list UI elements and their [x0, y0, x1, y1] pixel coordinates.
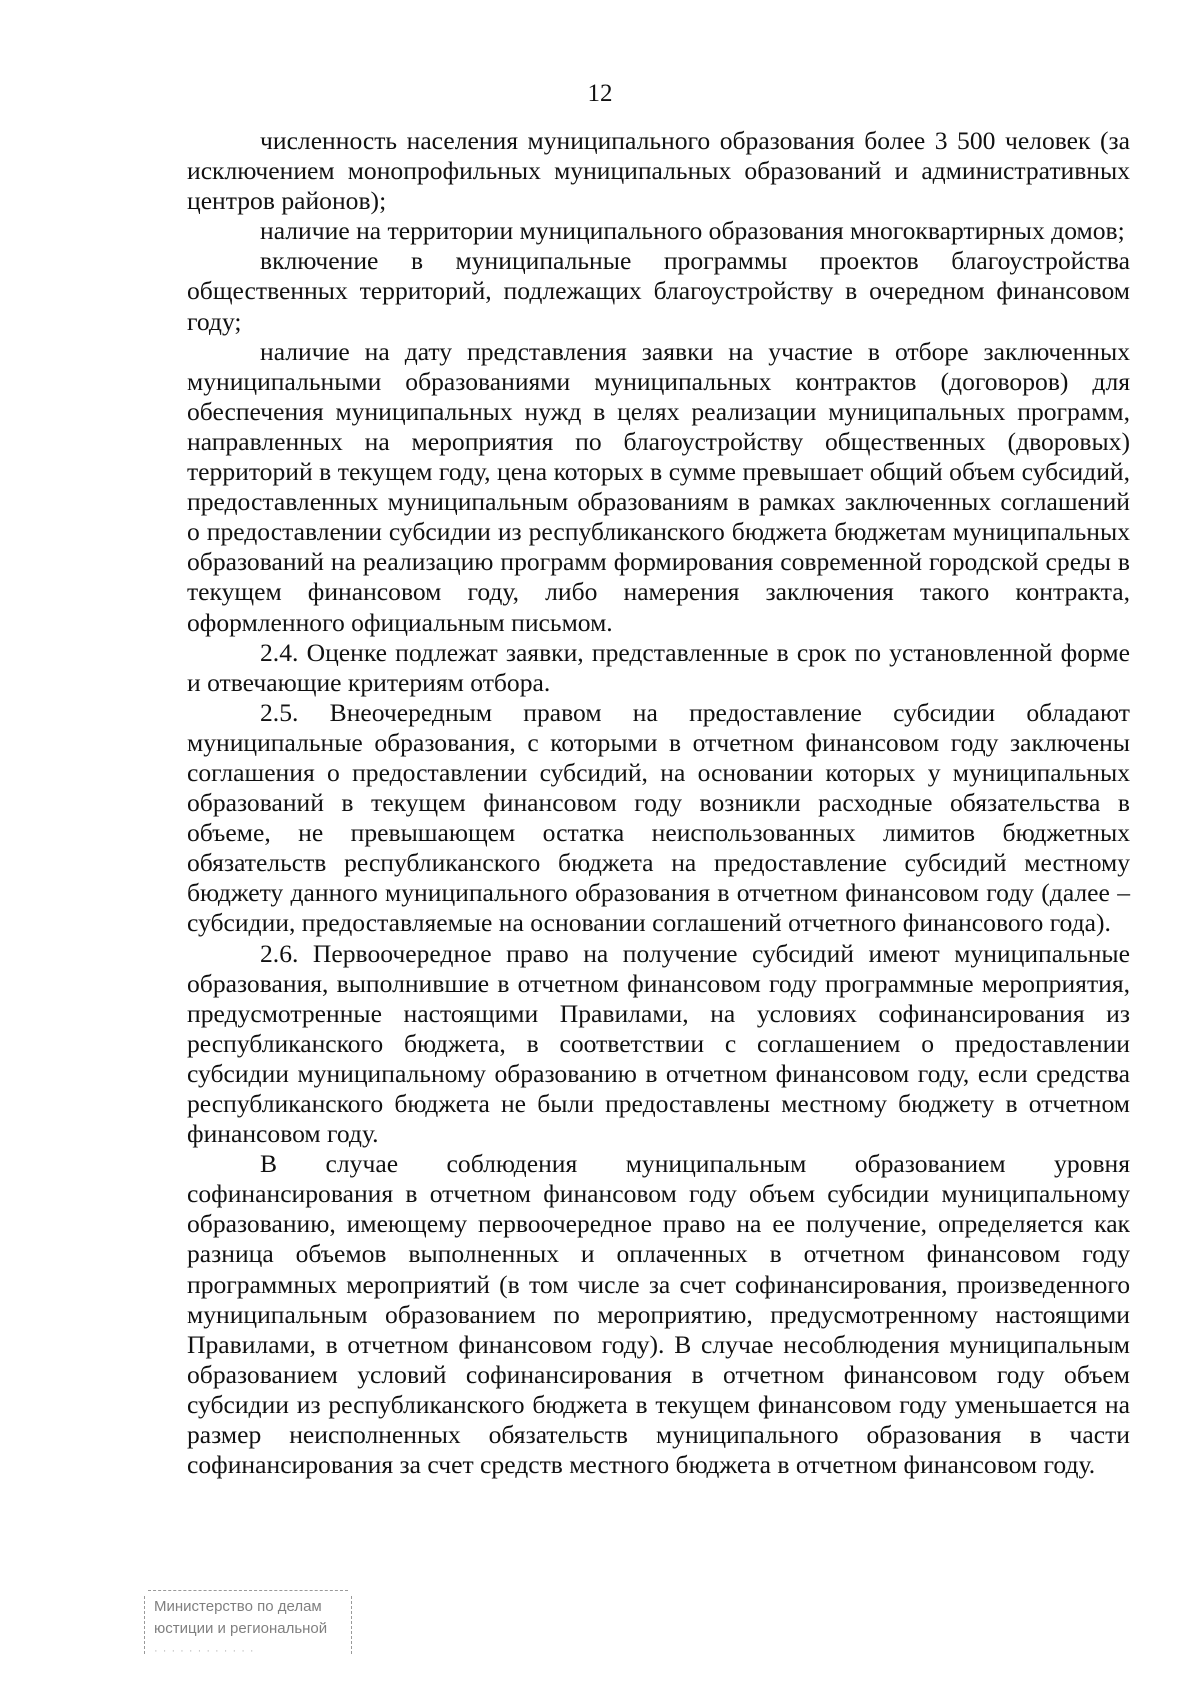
stamp-border-left	[144, 1596, 145, 1654]
stamp-line-1: Министерство по делам	[154, 1598, 322, 1615]
stamp-border-right	[351, 1596, 352, 1654]
page-number: 12	[587, 80, 613, 107]
paragraph-criterion-contracts: наличие на дату представления заявки на участие в отборе заключенных муниципальными образованиями муниципальных контрактов (договоров) для обеспечения муниципальных нужд в целях реализации муниципальных программ, направленных на мероприятия по благоустройству общественных (дворовых) территорий в текущем году, цена которых в сумме превышает общий объем субсидий, предоставленных муниципальным образованиям в рамках заключенных соглашений о предоставлении субсидии из республиканского бюджета бюджетам муниципальных образований на реализацию программ формирования современной городской среды в текущем финансовом году, либо намерения заключения такого контракта, оформленного официальным письмом.	[187, 336, 1130, 637]
paragraph-clause-2-5: 2.5. Внеочередным правом на предоставление субсидии обладают муниципальные образования, с которыми в отчетном финансовом году заключены соглашения о предоставлении субсидий, на основании которых у муниципальных образований в текущем финансовом году возникли расходные обязательства в объеме, не превышающем остатка неиспользованных лимитов бюджетных обязательств республиканского бюджета на предоставление субсидий местному бюджету данного муниципального образования в отчетном финансовом году (далее – субсидии, предоставляемые на основании соглашений отчетного финансового года).	[187, 697, 1130, 938]
paragraph-criterion-population: численность населения муниципального образования более 3 500 человек (за исключением монопрофильных муниципальных образований и административных центров районов);	[187, 126, 1130, 216]
stamp-line-2: юстиции и региональной	[154, 1620, 328, 1637]
paragraph-clause-2-6: 2.6. Первоочередное право на получение субсидий имеют муниципальные образования, выполнившие в отчетном финансовом году программные мероприятия, предусмотренные настоящими Правилами, на условиях софинансирования из республиканского бюджета, в соответствии с соглашением о предоставлении субсидии муниципальному образованию в отчетном финансовом году, если средства республиканского бюджета не были предоставлены местному бюджету в отчетном финансовом году.	[187, 938, 1130, 1149]
stamp-text	[154, 1596, 344, 1662]
document-body	[187, 126, 1130, 1480]
paragraph-criterion-apartment-buildings: наличие на территории муниципального образования многоквартирных домов;	[260, 216, 1125, 246]
paragraph-cofinancing: В случае соблюдения муниципальным образованием уровня софинансирования в отчетном финансовом году объем субсидии муниципальному образованию, имеющему первоочередное право на ее получение, определяется как разница объемов выполненных и оплаченных в отчетном финансовом году программных мероприятий (в том числе за счет софинансирования, произведенного муниципальным образованием по мероприятию, предусмотренному настоящими Правилами, в отчетном финансовом году). В случае несоблюдения муниципальным образованием условий софинансирования в отчетном финансовом году объем субсидии из республиканского бюджета в текущем финансовом году уменьшается на размер неисполненных обязательств муниципального образования в части софинансирования за счет средств местного бюджета в отчетном финансовом году.	[187, 1149, 1130, 1480]
paragraph-criterion-programs: включение в муниципальные программы проектов благоустройства общественных территорий, подлежащих благоустройству в очередном финансовом году;	[187, 246, 1130, 336]
stamp-line-3-illegible: · · · · · · · · · · · ·	[154, 1645, 255, 1657]
ministry-stamp	[144, 1590, 354, 1660]
paragraph-clause-2-4: 2.4. Оценке подлежат заявки, представленные в срок по установленной форме и отвечающие критериям отбора.	[187, 637, 1130, 697]
stamp-border-top	[148, 1590, 348, 1591]
